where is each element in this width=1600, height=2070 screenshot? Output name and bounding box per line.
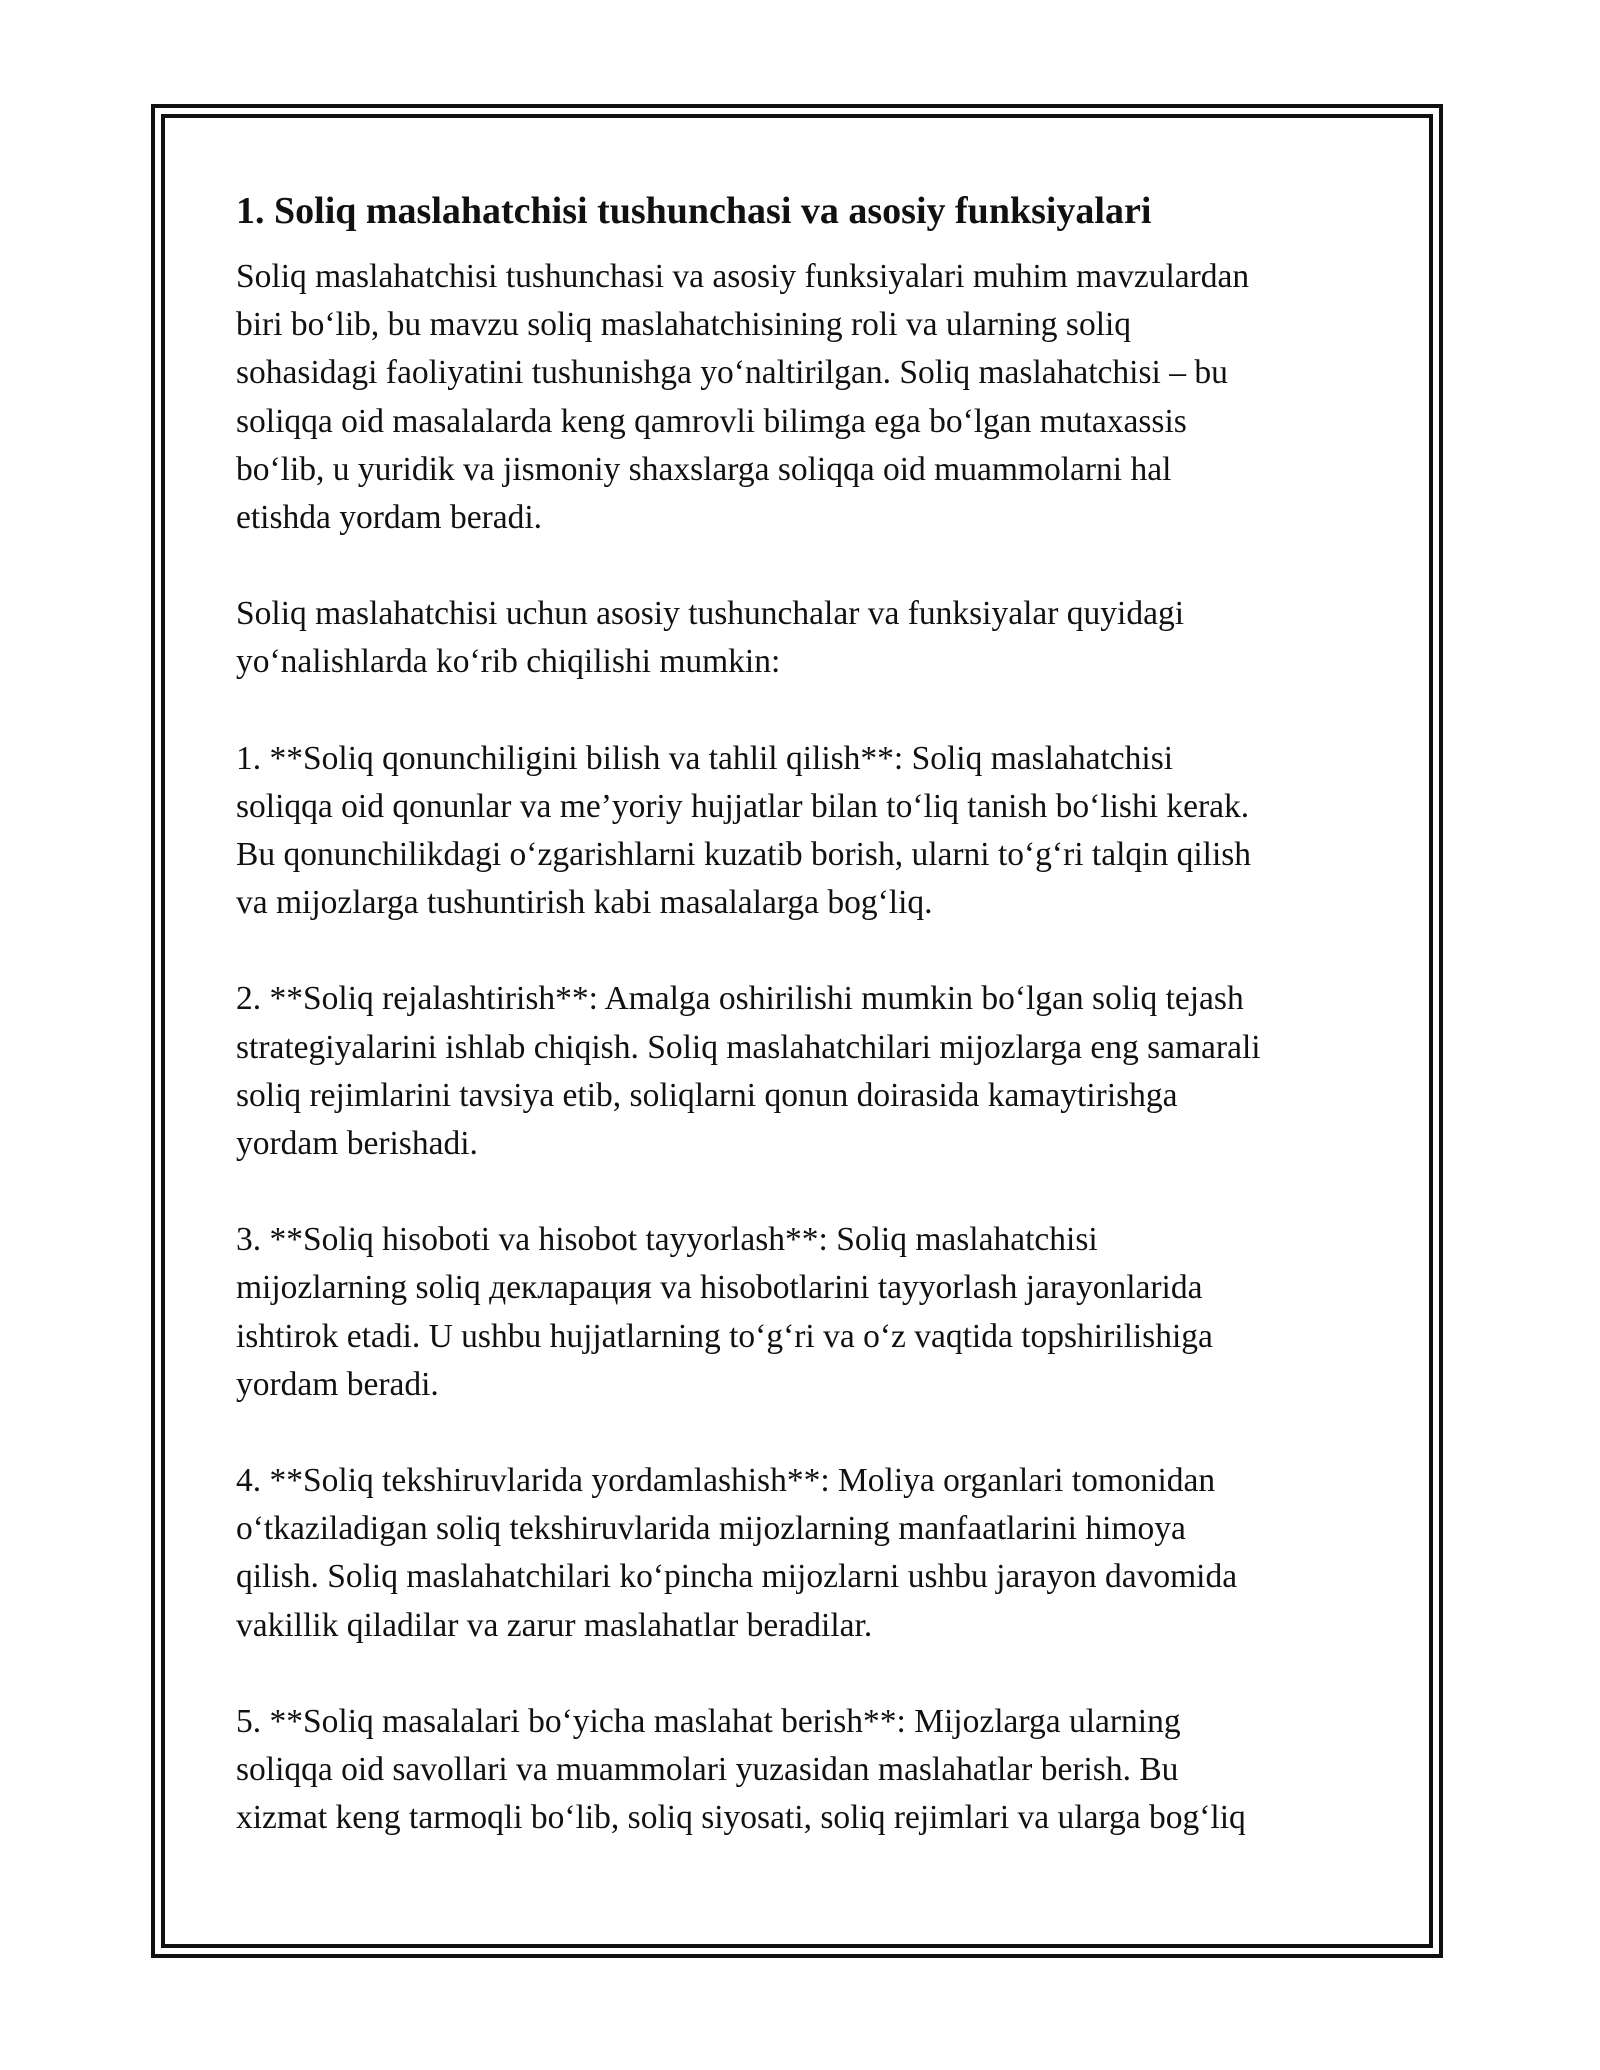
list-item-4 (236, 1457, 1366, 1650)
text-line: 3. **Soliq hisoboti va hisobot tayyorlash**: Soliq maslahatchisi (236, 1221, 1098, 1259)
text-line: Soliq maslahatchisi tushunchasi va asosiy funksiyalari muhim mavzulardan (236, 258, 1250, 295)
list-item-3 (236, 1216, 1366, 1409)
list-item-5 (236, 1698, 1366, 1843)
text-line: biri bo‘lib, bu mavzu soliq maslahatchisining roli va ularning soliq (236, 306, 1132, 344)
list-item-1 (236, 735, 1366, 928)
text-line: soliqqa oid savollari va muammolari yuzasidan maslahatlar berish. Bu (236, 1751, 1179, 1789)
text-line: vakillik qiladilar va zarur maslahatlar beradilar. (236, 1606, 873, 1644)
text-line: xizmat keng tarmoqli bo‘lib, soliq siyosati, soliq rejimlari va ularga bog‘liq (236, 1799, 1246, 1837)
text-line: soliqqa oid masalalarda keng qamrovli bilimga ega bo‘lgan mutaxassis (236, 402, 1187, 440)
text-line: soliqqa oid qonunlar va me’yoriy hujjatlar bilan to‘liq tanish bo‘lishi kerak. (236, 787, 1250, 825)
text-line: yo‘nalishlarda ko‘rib chiqilishi mumkin: (236, 643, 781, 681)
section-heading: 1. Soliq maslahatchisi tushunchasi va asosiy funksiyalari (236, 190, 1152, 232)
text-line: sohasidagi faoliyatini tushunishga yo‘naltirilgan. Soliq maslahatchisi – bu (236, 354, 1228, 392)
text-line: ishtirok etadi. U ushbu hujjatlarning to‘g‘ri va o‘z vaqtida topshirilishiga (236, 1317, 1213, 1355)
text-line: etishda yordam beradi. (236, 499, 543, 537)
text-line: yordam berishadi. (236, 1125, 478, 1163)
paragraph-intro (236, 253, 1366, 542)
text-line: Soliq maslahatchisi uchun asosiy tushunchalar va funksiyalar quyidagi (236, 595, 1185, 633)
list-item-2 (236, 975, 1366, 1168)
text-line: qilish. Soliq maslahatchilari ko‘pincha mijozlarni ushbu jarayon davomida (236, 1558, 1238, 1596)
text-line: o‘tkaziladigan soliq tekshiruvlarida mijozlarning manfaatlarini himoya (236, 1510, 1186, 1548)
paragraph-overview (236, 590, 1366, 686)
text-line: bo‘lib, u yuridik va jismoniy shaxslarga soliqqa oid muammolarni hal (236, 450, 1172, 488)
text-line: mijozlarning soliq декларация va hisobotlarini tayyorlash jarayonlarida (236, 1269, 1203, 1307)
text-line: Bu qonunchilikdagi o‘zgarishlarni kuzatib borish, ularni to‘g‘ri talqin qilish (236, 836, 1252, 874)
text-line: va mijozlarga tushuntirish kabi masalalarga bog‘liq. (236, 884, 933, 922)
text-line: 4. **Soliq tekshiruvlarida yordamlashish**: Moliya organlari tomonidan (236, 1462, 1216, 1500)
text-line: 1. **Soliq qonunchiligini bilish va tahlil qilish**: Soliq maslahatchisi (236, 739, 1174, 777)
text-line: 2. **Soliq rejalashtirish**: Amalga oshirilishi mumkin bo‘lgan soliq tejash (236, 980, 1244, 1018)
text-line: soliq rejimlarini tavsiya etib, soliqlarni qonun doirasida kamaytirishga (236, 1076, 1178, 1114)
text-line: strategiyalarini ishlab chiqish. Soliq maslahatchilari mijozlarga eng samarali (236, 1028, 1261, 1066)
text-line: yordam beradi. (236, 1365, 439, 1403)
text-line: 5. **Soliq masalalari bo‘yicha maslahat berish**: Mijozlarga ularning (236, 1702, 1181, 1740)
document-body (236, 185, 1366, 1890)
